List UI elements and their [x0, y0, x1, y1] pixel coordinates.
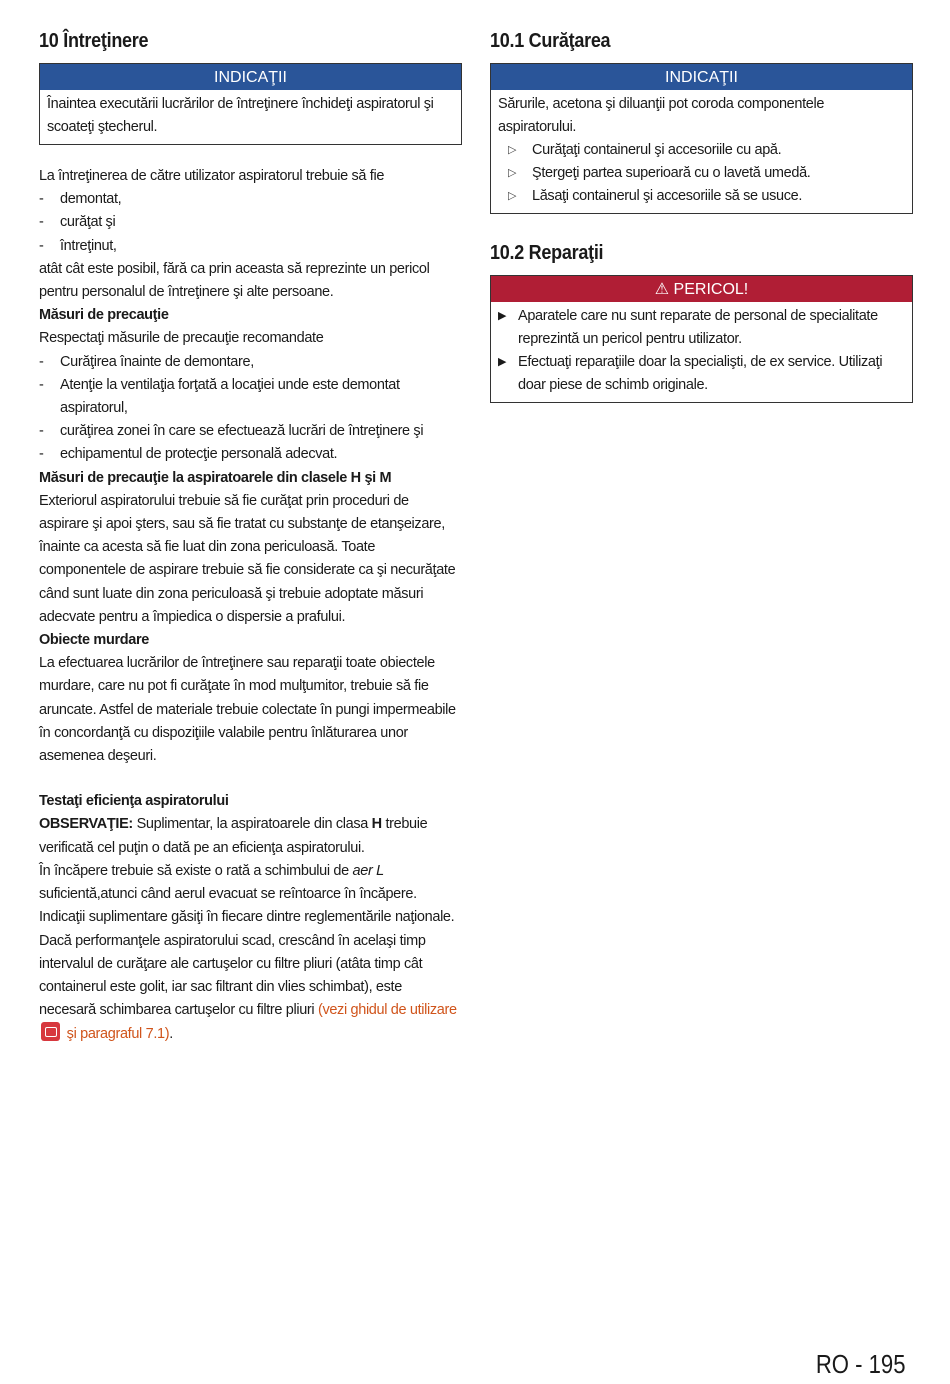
page-number: RO - 195: [815, 1349, 905, 1379]
list-item: - Curăţirea înainte de demontare,: [39, 353, 254, 370]
step-arrow-icon: ▷: [508, 144, 517, 156]
list-item: - Atenţie la ventilaţia forţată a locaţiei unde este demontat aspiratorul,: [39, 376, 400, 417]
precautions-heading: Măsuri de precauţie: [39, 307, 169, 324]
paragraph-link[interactable]: şi paragraful 7.1): [63, 1026, 170, 1043]
bullet-arrow-icon: ▶: [498, 356, 507, 368]
user-guide-icon: [41, 1022, 60, 1041]
notice-header: INDICAŢII: [40, 64, 461, 90]
intro-text: La întreţinerea de către utilizator aspiratorul trebuie să fie: [39, 168, 385, 184]
hm-heading: Măsuri de precauţie la aspiratoarele din clasele H şi M: [39, 469, 392, 486]
maintenance-body: [39, 165, 462, 1047]
cleaning-notice-text: Sărurile, acetona şi diluanţii pot coroda componentele aspiratorului.: [498, 96, 825, 135]
user-guide-link[interactable]: (vezi ghidul de utilizare: [317, 1002, 457, 1019]
dirty-heading: Obiecte murdare: [39, 632, 149, 649]
danger-header: ⚠ PERICOL!: [491, 276, 912, 302]
list-item: ▷ Curăţaţi containerul şi accesoriile cu apă.: [498, 139, 905, 162]
notice-header: INDICAŢII: [491, 64, 912, 90]
cleaning-notice-box: [490, 63, 913, 214]
list-item: - curăţat şi: [39, 214, 116, 231]
repairs-title: 10.2 Reparaţii: [490, 242, 604, 264]
step-arrow-icon: ▷: [508, 190, 517, 202]
national-text: Indicaţii suplimentare găsiţi în fiecare dintre reglementările naţionale.: [39, 909, 455, 926]
hm-text: Exteriorul aspiratorului trebuie să fie curăţat prin proceduri de aspirare şi apoi şters, sau să fie tratat cu substanţe de etanşeizare, înainte ca acesta să fie luat din zona periculoasă. Toate componentele de aspirare trebuie să fie considerate ca şi necurăţate când sunt luate din zona periculoasă şi trebuie adoptate măsuri adecvate pentru a împiedica o dispersie a prafului.: [39, 492, 456, 625]
room-text: În încăpere trebuie să existe o rată a schimbului de aer L suficientă,atunci când aerul evacuat se reîntoarce în încăpere.: [39, 862, 417, 903]
intro-after-text: atât cât este posibil, fără ca prin aceasta să reprezinte un pericol pentru personalul de întreţinere şi alte persoane.: [39, 260, 430, 301]
right-column: [490, 30, 913, 423]
list-item: ▷ Ştergeţi partea superioară cu o lavetă umedă.: [498, 162, 905, 185]
list-item: ▷ Lăsaţi containerul şi accesoriile să se usuce.: [498, 185, 905, 208]
list-item: ▶ Aparatele care nu sunt reparate de personal de specialitate reprezintă un pericol pentru utilizator.: [498, 305, 905, 351]
list-item: ▶ Efectuaţi reparaţiile doar la specialişti, de ex service. Utilizaţi doar piese de schimb originale.: [498, 351, 905, 397]
left-column: [39, 30, 462, 1047]
observation-text: OBSERVAŢIE: Suplimentar, la aspiratoarele din clasa H trebuie verificată cel puţin o dată pe an eficienţa aspiratorului.: [39, 816, 428, 856]
list-item: - echipamentul de protecţie personală adecvat.: [39, 446, 338, 463]
bullet-arrow-icon: ▶: [498, 310, 507, 322]
notice-text: Înaintea executării lucrărilor de întreţinere închideţi aspiratorul şi scoateţi ştecherul.: [47, 96, 434, 135]
test-heading: Testaţi eficienţa aspiratorului: [39, 793, 229, 810]
dirty-text: La efectuarea lucrărilor de întreţinere sau reparaţii toate obiectele murdare, care nu pot fi curăţate în mod mulţumitor, trebuie să fie aruncate. Astfel de materiale trebuie colectate în pungi impermeabile în concordanţă cu dispoziţiile valabile pentru înlăturarea unor asemenea deşeuri.: [39, 655, 456, 765]
performance-text: Dacă performanţele aspiratorului scad, crescând în acelaşi timp intervalul de curăţare ale cartuşelor cu filtre pliuri (atâta timp cât containerul este golit, iar sac filtrant din vlies schimbat), este necesară schimbarea cartuşelor cu filtre pliuri (vezi ghidul de utilizare şi paragraful 7.1).: [39, 932, 457, 1043]
danger-box: [490, 275, 913, 403]
cleaning-title: 10.1 Curăţarea: [490, 30, 611, 52]
section-title: 10 Întreţinere: [39, 30, 149, 52]
list-item: - întreţinut,: [39, 237, 117, 254]
list-item: - demontat,: [39, 191, 122, 208]
precautions-intro: Respectaţi măsurile de precauţie recomandate: [39, 330, 324, 347]
list-item: - curăţirea zonei în care se efectuează lucrări de întreţinere şi: [39, 423, 424, 440]
maintenance-notice-box: [39, 63, 462, 145]
step-arrow-icon: ▷: [508, 167, 517, 179]
